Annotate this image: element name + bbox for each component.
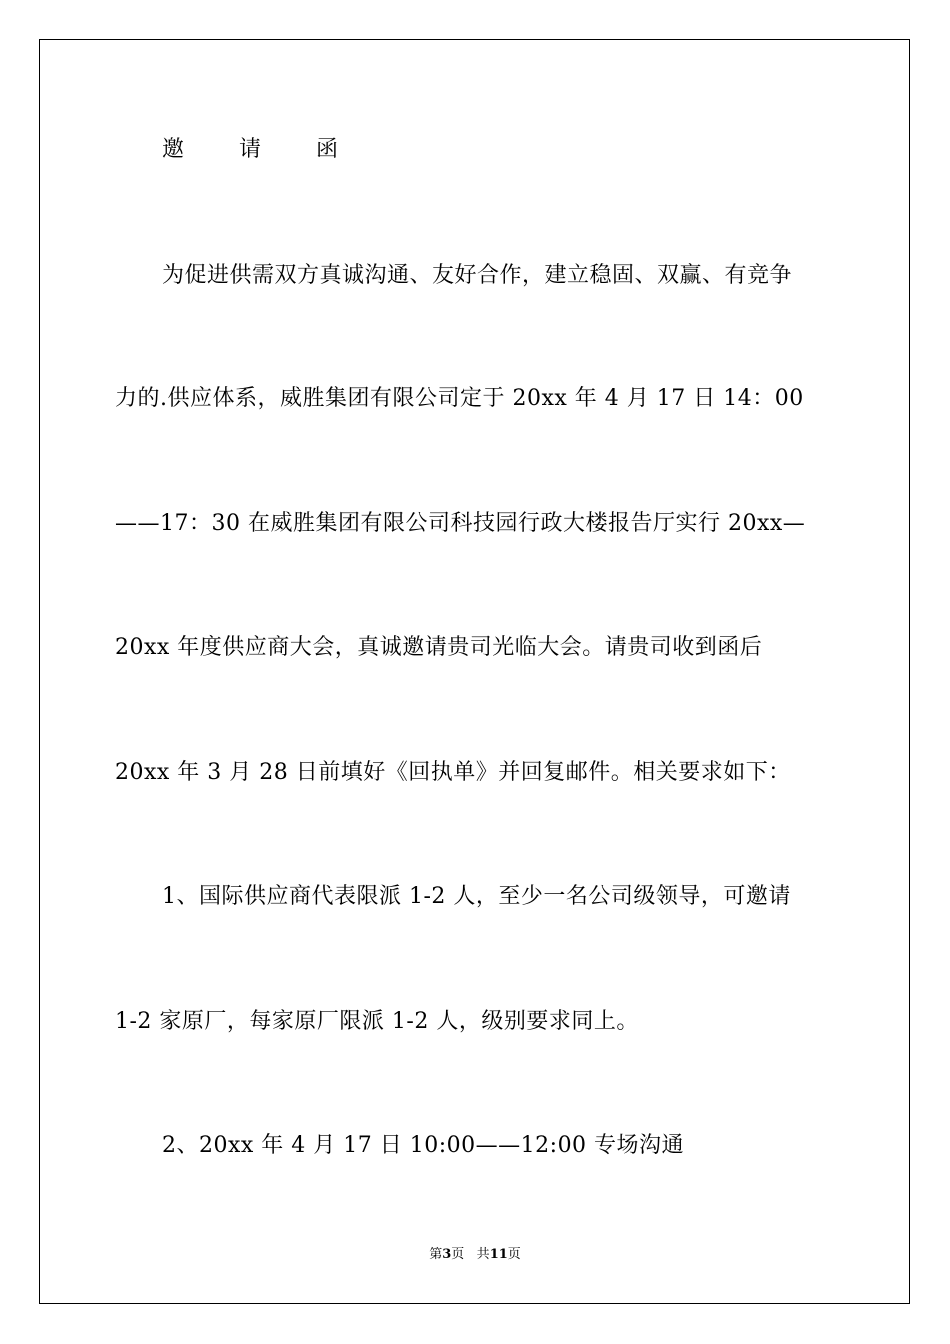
paragraph-line-1: 为促进供需双方真诚沟通、友好合作，建立稳固、双赢、有竞争 [162, 263, 793, 288]
document-title: 邀 请 函 [162, 137, 362, 162]
requirement-1-line-2: 1-2 家原厂，每家原厂限派 1-2 人，级别要求同上。 [115, 1009, 639, 1034]
total-pages: 11 [489, 1247, 508, 1262]
total-suffix: 页 [507, 1247, 521, 1262]
page-number: 3 [442, 1247, 452, 1262]
page-footer [0, 1246, 950, 1264]
paragraph-line-5: 20xx 年 3 月 28 日前填好《回执单》并回复邮件。相关要求如下： [115, 760, 791, 785]
requirement-2-line: 2、20xx 年 4 月 17 日 10:00——12:00 专场沟通 [162, 1133, 685, 1158]
total-prefix: 共 [476, 1247, 490, 1262]
page-suffix: 页 [451, 1247, 465, 1262]
paragraph-line-3: ——17：30 在威胜集团有限公司科技园行政大楼报告厅实行 20xx— [115, 511, 806, 536]
paragraph-line-4: 20xx 年度供应商大会，真诚邀请贵司光临大会。请贵司收到函后 [115, 635, 763, 660]
page-prefix: 第 [429, 1247, 443, 1262]
paragraph-line-2: 力的.供应体系，威胜集团有限公司定于 20xx 年 4 月 17 日 14：00 [115, 386, 804, 411]
page-border [39, 39, 910, 1304]
requirement-1-line-1: 1、国际供应商代表限派 1-2 人，至少一名公司级领导，可邀请 [162, 884, 791, 909]
